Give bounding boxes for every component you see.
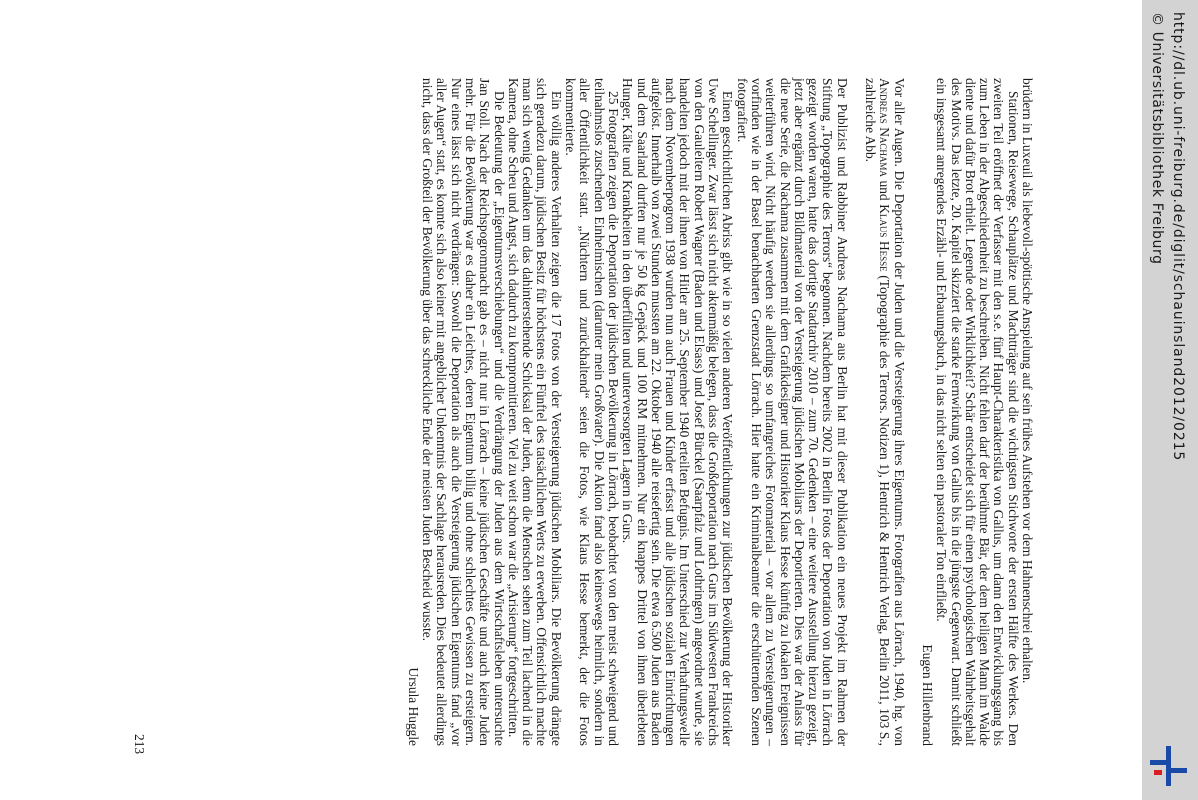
citation-publication: (Topographie des Terrors. Notizen 1), Hentrich & Hentrich Verlag, Berlin 2011, 103 S., zahlreiche Abb. xyxy=(863,78,893,746)
library-sidebar xyxy=(1142,0,1198,800)
paragraph: brüdern in Luxeuil als liebevoll-spöttische Anspielung auf sein frühes Aufstehen vor dem Hahnenschrei erhalten. xyxy=(1020,78,1035,684)
citation-editor: Klaus Hesse xyxy=(877,204,893,272)
citation-editor: Andreas Nachama xyxy=(877,78,893,177)
review-author-signature: Eugen Hillenbrand xyxy=(919,644,935,746)
ub-freiburg-logo-icon xyxy=(1146,746,1190,786)
citation-title: Vor aller Augen. Die Deportation der Juden und die Versteigerung ihres Eigentums. Fotografien aus Lörrach, 1940, hg. von xyxy=(891,78,907,746)
paragraph: Der Publizist und Rabbiner Andreas Nachama aus Berlin hat mit dieser Publikation ein neues Projekt im Rahmen der Stiftung „Topographie des Terrors“ begonnen. Nachdem bereits 2002 in Berlin Fotos der Deportation von Juden in Lörrach gezeigt worden waren, hatte das dortige Stadtarchiv 2010 – zum 70. Gedenken – eine weitere Ausstellung hierzu gezeigt, jetzt aber ergänzt durch Bildmaterial von der Versteigerung jüdischen Mobiliars der Deportierten. Dies war der Anlass für die neue Serie, die Nachama zusammen mit dem Grafikdesigner und Historiker Klaus Hesse künftig zu lokalen Ereignissen weiterführen wird. Nicht häufig werden sie allerdings so umfangreiches Fotomaterial – vor allem zu Versteigerungen – vorfinden wie in der Basel benachbarten Grenzstadt Lörrach. Hier hatte ein Kriminalbeamter die erschütternden Szenen fotografiert. xyxy=(734,78,850,746)
paragraph: Stationen, Reisewege, Schauplätze und Machtträger sind die wichtigsten Stichworte der ersten Hälfte des Werkes. Den zweiten Teil eröffnet der Verfasser mit den s.e. fünf Haupt-Charakteristika von Gallus, um dann den Entwicklungsgang bis zum Leben in der Abgeschiedenheit zu beschreiben. Nicht fehlen darf der berühmte Bär, der dem heiligen Mann im Walde diente und dafür Brot erhielt. Legende oder Wirklichkeit? Schär entscheidet sich für einen psychologischen Wahrheitsgehalt des Motivs. Das letzte, 20. Kapitel skizziert die starke Fernwirkung von Gallus bis in die jüngste Gegenwart. Damit schließt ein insgesamt anregendes Erzähl- und Erbauungsbuch, in das nicht selten ein pastoraler Ton einfließt. xyxy=(934,78,1021,746)
page-number: 213 xyxy=(132,734,147,755)
paragraph: Die Bedeutung der „Eigentumsverschiebungen“ und die Verdrängung der Juden aus dem Wirtschaftsleben untersuchte Jan Stoll. Nach der Reichspogromnacht gab es – nicht nur in Lörrach – keine jüdischen Geschäfte und auch keine Juden mehr. Für die Bevölkerung war es daher ein Leichtes, deren Eigentum billig und ohne schlechtes Gewissen zu ersteigern. Nur eines lässt sich nicht verdrängen: Sowohl die Deportation als auch die Versteigerung jüdischen Eigentums fand „vor aller Augen“ statt, es konnte sich also keiner mit angeblicher Unkenntnis der Sachlage herausreden. Dies bedeutet allerdings nicht, dass der Großteil der Bevölkerung über das schreckliche Ende der meisten Juden Bescheid wusste. xyxy=(420,78,507,746)
copyright-notice: © Universitätsbibliothek Freiburg xyxy=(1149,12,1165,265)
paragraph: Einen geschichtlichen Abriss gibt wie in so vielen anderen Veröffentlichungen zur jüdischen Bevölkerung der Historiker Uwe Schellinger. Zwar lässt sich nicht aktenmäßig belegen, dass die Großdeportation nach Gurs im Südwesten Frankreichs von den Gauleitern Robert Wagner (Baden und Elsass) und Josef Bürckel (Saarpfalz und Lothringen) angeordnet wurde, sie handelten jedoch mit der ihnen von Hitler am 25. September 1940 erteilten Befugnis. Im Unterschied zur Verhaftungswelle nach dem Novemberpogrom 1938 wurden nun auch Frauen und Kinder erfasst und alle jüdischen sozialen Einrichtungen aufgelöst. Innerhalb von zwei Stunden mussten am 22. Oktober 1940 alle reisefertig sein. Die etwa 6.500 Juden aus Baden und dem Saarland durften nur je 50 kg Gepäck und 100 RM mitnehmen. Nur ein knappes Drittel von ihnen überlebten Hunger, Kälte und Krankheiten in den überfüllten und unterversorgten Lagern in Gurs. xyxy=(620,78,736,746)
library-sidebar-text xyxy=(1142,0,1198,800)
book-citation xyxy=(863,78,906,746)
paragraph: 25 Fotografien zeigen die Deportation der jüdischen Bevölkerung in Lörrach, beobachtet von den meist schweigend und teilnahmslos zuschenden Einheimischen (darunter mein Großvater). Die Aktion fand also keineswegs heimlich, sondern in aller Öffentlichkeit statt. „Nüchtern und zurückhaltend“ seien die Fotos, wie Klaus Hesse bemerkt, der die Fotos kommentierte. xyxy=(563,78,621,746)
paragraph: Ein völlig anderes Verhalten zeigen die 17 Fotos von der Versteigerung jüdischen Mobiliars. Die Bevölkerung drängte sich geradezu darum, jüdischen Besitz für höchstens ein Fünftel des tatsächlichen Werts zu erwerben. Offensichtlich machte man sich wenig Gedanken um das dahinterstehende Schicksal der Juden, denn die Menschen sehen zum Teil lachend in die Kamera, ohne Scheu und Angst, sich dadurch zu kompromittieren. Viel zu weit schon war die „Arisierung“ fortgeschritten. xyxy=(505,78,564,746)
source-url-link[interactable]: http://dl.ub.uni-freiburg.de/diglit/schauinsland2012/0215 xyxy=(1170,12,1186,462)
review-author-signature: Ursula Huggle xyxy=(405,667,421,746)
rotated-book-page xyxy=(40,0,1160,800)
citation-conjunction: und xyxy=(877,180,893,201)
page-text-body xyxy=(406,78,1034,746)
